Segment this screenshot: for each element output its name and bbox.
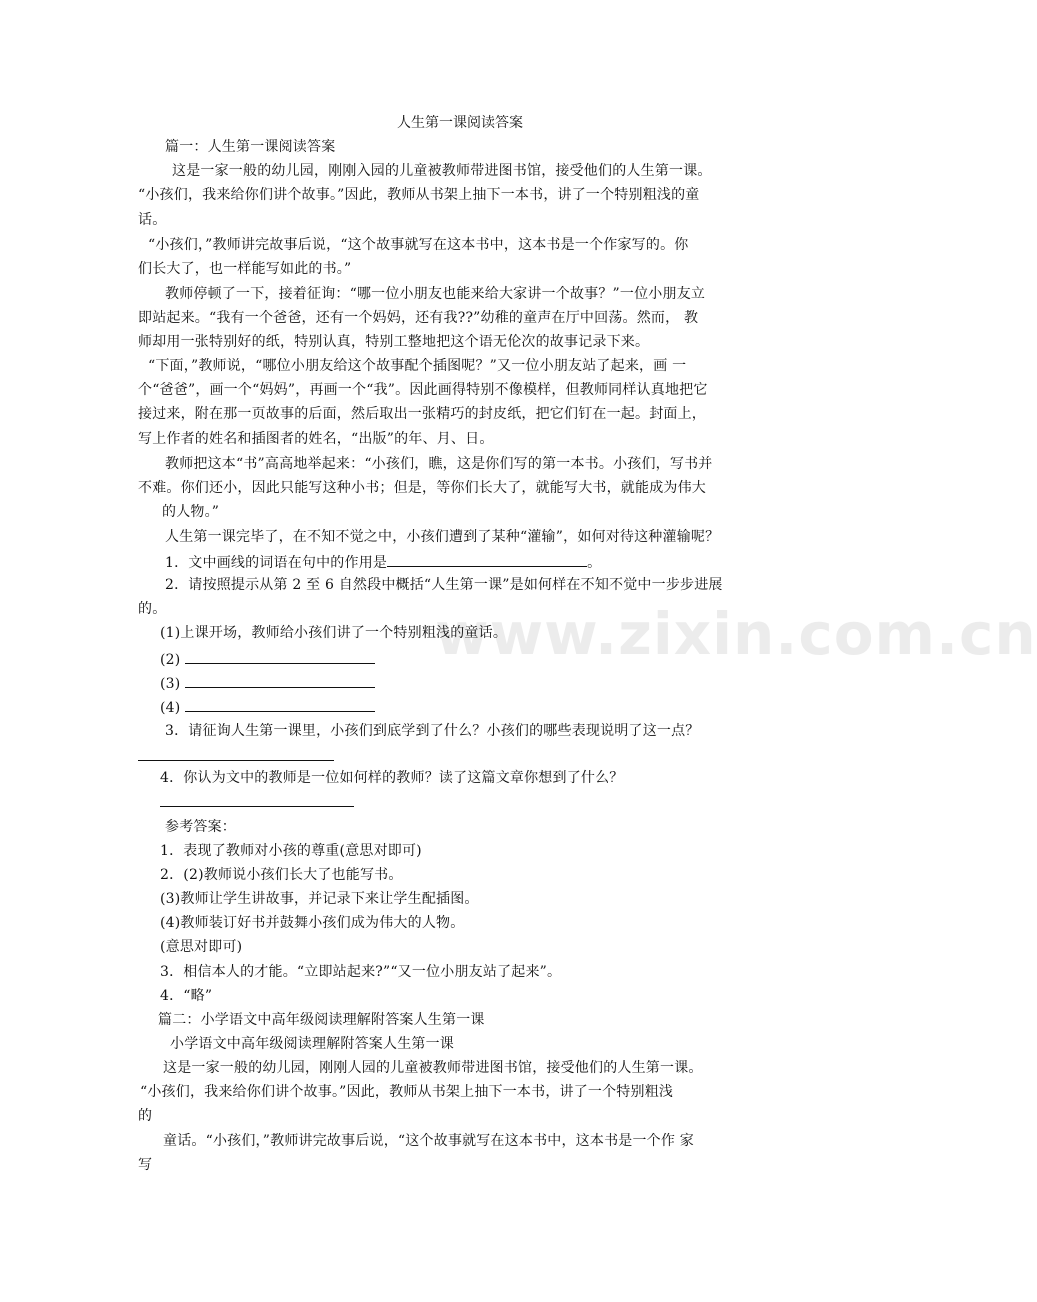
- question-2-item-1: (1)上课开场，教师给小孩们讲了一个特别粗浅的童话。: [160, 625, 508, 641]
- paragraph-line: 话。: [138, 212, 167, 228]
- paragraph-line: “小孩们，我来给你们讲个故事。”因此，教师从书架上抽下一本书，讲了一个特别粗浅的童: [138, 187, 700, 203]
- paragraph-line: 的: [138, 1108, 153, 1124]
- item-label: (3): [160, 676, 181, 692]
- paragraph-line: 这是一家一般的幼儿园，刚刚入园的儿童被教师带进图书馆，接受他们的人生第一课。: [172, 163, 712, 179]
- paragraph-line: “小孩们，我来给你们讲个故事。”因此，教师从书架上抽下一本书，讲了一个特别粗浅: [140, 1084, 674, 1100]
- answer-line[interactable]: [138, 760, 334, 761]
- question-2-cont: 的。: [138, 601, 167, 617]
- answer-blank[interactable]: [185, 697, 375, 712]
- item-label: (2): [160, 652, 181, 668]
- paragraph-line: 的人物。”: [162, 504, 220, 520]
- question-2-item-2: [160, 649, 375, 669]
- paragraph-line: 写: [138, 1157, 153, 1173]
- question-2: 2．请按照提示从第 2 至 6 自然段中概括“人生第一课”是如何样在不知不觉中一步步进展: [165, 577, 723, 593]
- paragraph-line: “小孩们，”教师讲完故事后说，“这个故事就写在这本书中，这本书是一个作家写的。你: [148, 237, 689, 253]
- answer-key-heading: 参考答案：: [165, 819, 236, 835]
- paragraph-line: 人生第一课完毕了，在不知不觉之中，小孩们遭到了某种“灌输”，如何对待这种灌输呢？: [165, 529, 720, 545]
- item-label: (4): [160, 700, 181, 716]
- answer-2-note: (意思对即可): [160, 939, 243, 955]
- paragraph-line: 接过来，附在那一页故事的后面，然后取出一张精巧的封皮纸，把它们钉在一起。封面上，: [138, 406, 706, 422]
- paragraph-line: 教师把这本“书”高高地举起来：“小孩们，瞧，这是你们写的第一本书。小孩们，写书并: [165, 456, 713, 472]
- section-heading-1: 篇一：人生第一课阅读答案: [165, 139, 336, 155]
- answer-1: 1．表现了教师对小孩的尊重(意思对即可): [160, 843, 422, 859]
- question-2-item-3: [160, 673, 375, 693]
- answer-2: 2．(2)教师说小孩们长大了也能写书。: [160, 867, 403, 883]
- paragraph-line: 师却用一张特别好的纸，特别认真，特别工整地把这个语无伦次的故事记录下来。: [138, 334, 650, 350]
- question-1-end: 。: [587, 555, 602, 571]
- paragraph-line: 童话。“小孩们，”教师讲完故事后说，“这个故事就写在这本书中，这本书是一个作 家: [163, 1133, 694, 1149]
- answer-line[interactable]: [160, 806, 354, 807]
- paragraph-line: 这是一家一般的幼儿园，刚刚人园的儿童被教师带进图书馆，接受他们的人生第一课。: [163, 1060, 703, 1076]
- paragraph-line: 教师停顿了一下，接着征询：“哪一位小朋友也能来给大家讲一个故事？”一位小朋友立: [165, 286, 706, 302]
- answer-blank[interactable]: [185, 649, 375, 664]
- paragraph-line: 不难。你们还小，因此只能写这种小书；但是，等你们长大了，就能写大书，就能成为伟大: [138, 480, 706, 496]
- answer-2-item-4: (4)教师装订好书并鼓舞小孩们成为伟大的人物。: [160, 915, 465, 931]
- question-3: 3．请征询人生第一课里，小孩们到底学到了什么？小孩们的哪些表现说明了这一点？: [165, 723, 700, 739]
- page-title: 人生第一课阅读答案: [397, 115, 523, 131]
- paragraph-line: “下面，”教师说，“哪位小朋友给这个故事配个插图呢？”又一位小朋友站了起来，画 一: [148, 358, 687, 374]
- question-1-text: 1．文中画线的词语在句中的作用是: [165, 555, 388, 571]
- paragraph-line: 们长大了，也一样能写如此的书。”: [138, 261, 352, 277]
- answer-blank[interactable]: [185, 673, 375, 688]
- section-subtitle: 小学语文中高年级阅读理解附答案人生第一课: [170, 1036, 454, 1052]
- answer-3: 3．相信本人的才能。“立即站起来?”“又一位小朋友站了起来”。: [160, 964, 562, 980]
- section-heading-2: 篇二：小学语文中高年级阅读理解附答案人生第一课: [158, 1012, 485, 1028]
- answer-2-item-3: (3)教师让学生讲故事，并记录下来让学生配插图。: [160, 891, 479, 907]
- paragraph-line: 即站起来。“我有一个爸爸，还有一个妈妈，还有我??”幼稚的童声在厅中回荡。然而， 教: [138, 310, 699, 326]
- question-4: 4．你认为文中的教师是一位如何样的教师？读了这篇文章你想到了什么？: [160, 770, 624, 786]
- watermark: www.zixin.com.cn: [435, 600, 1037, 668]
- paragraph-line: 写上作者的姓名和插图者的姓名，“出版”的年、月、日。: [138, 431, 494, 447]
- paragraph-line: 个“爸爸”，画一个“妈妈”，再画一个“我”。因此画得特别不像模样，但教师同样认真地把它: [138, 382, 708, 398]
- answer-blank[interactable]: [387, 552, 587, 567]
- question-1: [165, 552, 601, 572]
- answer-4: 4．“略”: [160, 988, 213, 1004]
- question-2-item-4: [160, 697, 375, 717]
